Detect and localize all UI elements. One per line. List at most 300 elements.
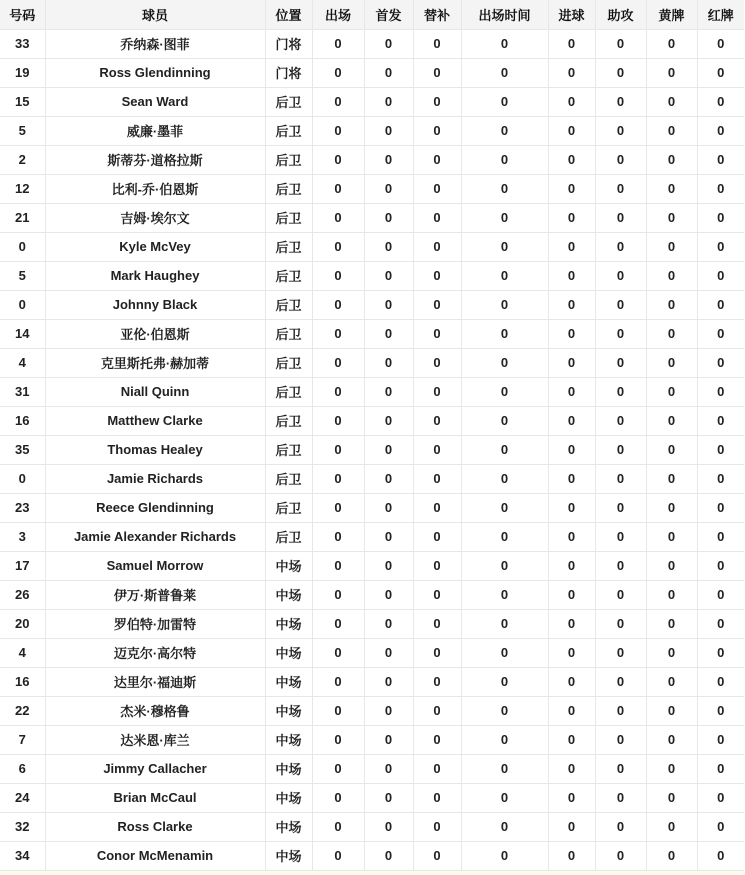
cell-appearances: 0 xyxy=(312,841,364,870)
cell-number: 19 xyxy=(0,58,45,87)
cell-position: 后卫 xyxy=(265,203,312,232)
cell-minutes: 0 xyxy=(461,319,548,348)
cell-red-cards: 0 xyxy=(697,29,744,58)
cell-number: 22 xyxy=(0,696,45,725)
cell-minutes: 0 xyxy=(461,203,548,232)
cell-assists: 0 xyxy=(595,319,646,348)
cell-substitute: 0 xyxy=(413,638,461,667)
cell-minutes: 0 xyxy=(461,464,548,493)
cell-player: Ross Glendinning xyxy=(45,58,265,87)
column-header-assists: 助攻 xyxy=(595,0,646,29)
cell-red-cards: 0 xyxy=(697,754,744,783)
table-row xyxy=(0,464,744,493)
cell-goals: 0 xyxy=(548,522,595,551)
cell-red-cards: 0 xyxy=(697,638,744,667)
table-row xyxy=(0,116,744,145)
cell-red-cards: 0 xyxy=(697,667,744,696)
cell-minutes: 0 xyxy=(461,725,548,754)
cell-red-cards: 0 xyxy=(697,58,744,87)
cell-player: Conor McMenamin xyxy=(45,841,265,870)
cell-appearances: 0 xyxy=(312,203,364,232)
cell-minutes: 0 xyxy=(461,435,548,464)
cell-position: 中场 xyxy=(265,551,312,580)
column-header-starts: 首发 xyxy=(364,0,413,29)
cell-goals: 0 xyxy=(548,812,595,841)
cell-goals: 0 xyxy=(548,377,595,406)
cell-player: Brian McCaul xyxy=(45,783,265,812)
cell-position: 中场 xyxy=(265,783,312,812)
cell-assists: 0 xyxy=(595,174,646,203)
cell-appearances: 0 xyxy=(312,551,364,580)
cell-substitute: 0 xyxy=(413,580,461,609)
column-header-yellow-cards: 黄牌 xyxy=(646,0,697,29)
cell-starts: 0 xyxy=(364,551,413,580)
cell-starts: 0 xyxy=(364,493,413,522)
cell-starts: 0 xyxy=(364,435,413,464)
cell-goals: 0 xyxy=(548,841,595,870)
cell-yellow-cards: 0 xyxy=(646,551,697,580)
cell-yellow-cards: 0 xyxy=(646,232,697,261)
table-row xyxy=(0,203,744,232)
cell-assists: 0 xyxy=(595,580,646,609)
cell-appearances: 0 xyxy=(312,493,364,522)
cell-starts: 0 xyxy=(364,261,413,290)
cell-appearances: 0 xyxy=(312,232,364,261)
cell-player: Jamie Alexander Richards xyxy=(45,522,265,551)
cell-assists: 0 xyxy=(595,493,646,522)
cell-red-cards: 0 xyxy=(697,435,744,464)
cell-starts: 0 xyxy=(364,232,413,261)
cell-appearances: 0 xyxy=(312,754,364,783)
cell-starts: 0 xyxy=(364,290,413,319)
column-header-player: 球员 xyxy=(45,0,265,29)
cell-position: 后卫 xyxy=(265,174,312,203)
table-row xyxy=(0,348,744,377)
cell-appearances: 0 xyxy=(312,290,364,319)
cell-player: 吉姆·埃尔文 xyxy=(45,203,265,232)
cell-yellow-cards: 0 xyxy=(646,754,697,783)
cell-starts: 0 xyxy=(364,58,413,87)
cell-goals: 0 xyxy=(548,232,595,261)
cell-yellow-cards: 0 xyxy=(646,203,697,232)
cell-starts: 0 xyxy=(364,145,413,174)
cell-player: 迈克尔·高尔特 xyxy=(45,638,265,667)
cell-player: 达里尔·福迪斯 xyxy=(45,667,265,696)
table-row xyxy=(0,609,744,638)
cell-assists: 0 xyxy=(595,696,646,725)
cell-minutes: 0 xyxy=(461,29,548,58)
cell-player: 罗伯特·加雷特 xyxy=(45,609,265,638)
column-header-appearances: 出场 xyxy=(312,0,364,29)
cell-position: 中场 xyxy=(265,696,312,725)
table-row xyxy=(0,812,744,841)
cell-assists: 0 xyxy=(595,377,646,406)
cell-player: 比利-乔·伯恩斯 xyxy=(45,174,265,203)
cell-starts: 0 xyxy=(364,783,413,812)
column-header-position: 位置 xyxy=(265,0,312,29)
cell-appearances: 0 xyxy=(312,638,364,667)
cell-assists: 0 xyxy=(595,406,646,435)
cell-appearances: 0 xyxy=(312,696,364,725)
table-row xyxy=(0,174,744,203)
cell-yellow-cards: 0 xyxy=(646,261,697,290)
cell-number: 7 xyxy=(0,725,45,754)
cell-number: 20 xyxy=(0,609,45,638)
cell-red-cards: 0 xyxy=(697,261,744,290)
cell-yellow-cards: 0 xyxy=(646,348,697,377)
cell-player: Samuel Morrow xyxy=(45,551,265,580)
cell-goals: 0 xyxy=(548,203,595,232)
cell-minutes: 0 xyxy=(461,145,548,174)
cell-substitute: 0 xyxy=(413,145,461,174)
cell-starts: 0 xyxy=(364,174,413,203)
cell-red-cards: 0 xyxy=(697,725,744,754)
cell-yellow-cards: 0 xyxy=(646,609,697,638)
cell-substitute: 0 xyxy=(413,551,461,580)
cell-position: 后卫 xyxy=(265,348,312,377)
cell-number: 5 xyxy=(0,116,45,145)
cell-assists: 0 xyxy=(595,754,646,783)
cell-assists: 0 xyxy=(595,609,646,638)
cell-yellow-cards: 0 xyxy=(646,493,697,522)
cell-red-cards: 0 xyxy=(697,377,744,406)
cell-player: 杰米·穆格鲁 xyxy=(45,696,265,725)
cell-player: Kyle McVey xyxy=(45,232,265,261)
cell-minutes: 0 xyxy=(461,290,548,319)
cell-position: 中场 xyxy=(265,580,312,609)
cell-number: 0 xyxy=(0,232,45,261)
table-row xyxy=(0,754,744,783)
cell-appearances: 0 xyxy=(312,29,364,58)
cell-substitute: 0 xyxy=(413,116,461,145)
cell-goals: 0 xyxy=(548,493,595,522)
cell-position: 门将 xyxy=(265,58,312,87)
cell-position: 中场 xyxy=(265,754,312,783)
cell-yellow-cards: 0 xyxy=(646,145,697,174)
cell-substitute: 0 xyxy=(413,696,461,725)
table-body xyxy=(0,29,744,870)
cell-starts: 0 xyxy=(364,754,413,783)
cell-number: 4 xyxy=(0,638,45,667)
cell-position: 中场 xyxy=(265,725,312,754)
cell-number: 14 xyxy=(0,319,45,348)
cell-position: 后卫 xyxy=(265,435,312,464)
cell-position: 中场 xyxy=(265,841,312,870)
cell-starts: 0 xyxy=(364,725,413,754)
cell-red-cards: 0 xyxy=(697,87,744,116)
table-row xyxy=(0,319,744,348)
cell-substitute: 0 xyxy=(413,58,461,87)
table-row xyxy=(0,493,744,522)
cell-player: Sean Ward xyxy=(45,87,265,116)
cell-substitute: 0 xyxy=(413,783,461,812)
cell-red-cards: 0 xyxy=(697,580,744,609)
cell-player: 乔纳森·图菲 xyxy=(45,29,265,58)
cell-starts: 0 xyxy=(364,522,413,551)
cell-appearances: 0 xyxy=(312,667,364,696)
table-row xyxy=(0,58,744,87)
cell-assists: 0 xyxy=(595,232,646,261)
cell-red-cards: 0 xyxy=(697,841,744,870)
table-row xyxy=(0,29,744,58)
cell-substitute: 0 xyxy=(413,406,461,435)
cell-position: 后卫 xyxy=(265,464,312,493)
cell-substitute: 0 xyxy=(413,812,461,841)
cell-number: 24 xyxy=(0,783,45,812)
cell-player: Jamie Richards xyxy=(45,464,265,493)
cell-yellow-cards: 0 xyxy=(646,58,697,87)
cell-assists: 0 xyxy=(595,435,646,464)
cell-goals: 0 xyxy=(548,551,595,580)
cell-starts: 0 xyxy=(364,319,413,348)
column-header-goals: 进球 xyxy=(548,0,595,29)
cell-minutes: 0 xyxy=(461,812,548,841)
cell-red-cards: 0 xyxy=(697,812,744,841)
cell-substitute: 0 xyxy=(413,493,461,522)
cell-appearances: 0 xyxy=(312,319,364,348)
table-row xyxy=(0,551,744,580)
column-header-minutes: 出场时间 xyxy=(461,0,548,29)
column-header-substitute: 替补 xyxy=(413,0,461,29)
cell-red-cards: 0 xyxy=(697,290,744,319)
cell-red-cards: 0 xyxy=(697,406,744,435)
cell-assists: 0 xyxy=(595,145,646,174)
cell-minutes: 0 xyxy=(461,638,548,667)
table-row xyxy=(0,406,744,435)
cell-starts: 0 xyxy=(364,609,413,638)
cell-goals: 0 xyxy=(548,609,595,638)
cell-appearances: 0 xyxy=(312,58,364,87)
cell-yellow-cards: 0 xyxy=(646,116,697,145)
cell-appearances: 0 xyxy=(312,406,364,435)
column-header-red-cards: 红牌 xyxy=(697,0,744,29)
cell-substitute: 0 xyxy=(413,609,461,638)
cell-yellow-cards: 0 xyxy=(646,290,697,319)
table-row xyxy=(0,783,744,812)
cell-substitute: 0 xyxy=(413,435,461,464)
cell-goals: 0 xyxy=(548,290,595,319)
cell-appearances: 0 xyxy=(312,464,364,493)
table-row xyxy=(0,725,744,754)
cell-yellow-cards: 0 xyxy=(646,87,697,116)
cell-position: 后卫 xyxy=(265,377,312,406)
cell-player: Jimmy Callacher xyxy=(45,754,265,783)
cell-position: 后卫 xyxy=(265,522,312,551)
cell-appearances: 0 xyxy=(312,348,364,377)
cell-substitute: 0 xyxy=(413,87,461,116)
cell-assists: 0 xyxy=(595,464,646,493)
cell-appearances: 0 xyxy=(312,783,364,812)
cell-substitute: 0 xyxy=(413,290,461,319)
cell-assists: 0 xyxy=(595,203,646,232)
cell-starts: 0 xyxy=(364,812,413,841)
cell-substitute: 0 xyxy=(413,232,461,261)
cell-substitute: 0 xyxy=(413,754,461,783)
cell-assists: 0 xyxy=(595,261,646,290)
cell-minutes: 0 xyxy=(461,667,548,696)
table-row xyxy=(0,667,744,696)
cell-assists: 0 xyxy=(595,812,646,841)
cell-yellow-cards: 0 xyxy=(646,638,697,667)
cell-goals: 0 xyxy=(548,667,595,696)
cell-goals: 0 xyxy=(548,174,595,203)
cell-substitute: 0 xyxy=(413,261,461,290)
cell-player: Niall Quinn xyxy=(45,377,265,406)
cell-assists: 0 xyxy=(595,116,646,145)
cell-minutes: 0 xyxy=(461,377,548,406)
cell-red-cards: 0 xyxy=(697,116,744,145)
cell-number: 32 xyxy=(0,812,45,841)
cell-starts: 0 xyxy=(364,29,413,58)
cell-minutes: 0 xyxy=(461,116,548,145)
cell-number: 0 xyxy=(0,290,45,319)
cell-minutes: 0 xyxy=(461,522,548,551)
cell-red-cards: 0 xyxy=(697,174,744,203)
cell-number: 16 xyxy=(0,667,45,696)
cell-appearances: 0 xyxy=(312,87,364,116)
cell-appearances: 0 xyxy=(312,174,364,203)
cell-goals: 0 xyxy=(548,696,595,725)
cell-yellow-cards: 0 xyxy=(646,667,697,696)
cell-appearances: 0 xyxy=(312,145,364,174)
cell-position: 后卫 xyxy=(265,87,312,116)
cell-substitute: 0 xyxy=(413,464,461,493)
table-row xyxy=(0,232,744,261)
cell-yellow-cards: 0 xyxy=(646,174,697,203)
cell-starts: 0 xyxy=(364,667,413,696)
cell-player: 威廉·墨菲 xyxy=(45,116,265,145)
cell-number: 23 xyxy=(0,493,45,522)
cell-number: 34 xyxy=(0,841,45,870)
cell-substitute: 0 xyxy=(413,203,461,232)
cell-appearances: 0 xyxy=(312,435,364,464)
cell-number: 31 xyxy=(0,377,45,406)
table-row xyxy=(0,145,744,174)
cell-player: 亚伦·伯恩斯 xyxy=(45,319,265,348)
cell-position: 后卫 xyxy=(265,261,312,290)
cell-appearances: 0 xyxy=(312,812,364,841)
cell-minutes: 0 xyxy=(461,754,548,783)
cell-appearances: 0 xyxy=(312,609,364,638)
cell-appearances: 0 xyxy=(312,261,364,290)
cell-goals: 0 xyxy=(548,145,595,174)
cell-red-cards: 0 xyxy=(697,551,744,580)
cell-yellow-cards: 0 xyxy=(646,377,697,406)
cell-position: 中场 xyxy=(265,667,312,696)
cell-starts: 0 xyxy=(364,841,413,870)
table-row xyxy=(0,377,744,406)
cell-goals: 0 xyxy=(548,29,595,58)
cell-red-cards: 0 xyxy=(697,348,744,377)
cell-assists: 0 xyxy=(595,667,646,696)
cell-position: 后卫 xyxy=(265,116,312,145)
cell-starts: 0 xyxy=(364,87,413,116)
cell-player: Thomas Healey xyxy=(45,435,265,464)
cell-red-cards: 0 xyxy=(697,319,744,348)
cell-appearances: 0 xyxy=(312,725,364,754)
cell-player: 达米恩·库兰 xyxy=(45,725,265,754)
cell-goals: 0 xyxy=(548,783,595,812)
cell-number: 3 xyxy=(0,522,45,551)
cell-assists: 0 xyxy=(595,725,646,754)
cell-red-cards: 0 xyxy=(697,145,744,174)
cell-yellow-cards: 0 xyxy=(646,725,697,754)
cell-yellow-cards: 0 xyxy=(646,29,697,58)
cell-position: 后卫 xyxy=(265,493,312,522)
table-row xyxy=(0,435,744,464)
below-table-strip xyxy=(0,871,745,875)
cell-yellow-cards: 0 xyxy=(646,522,697,551)
cell-number: 16 xyxy=(0,406,45,435)
cell-goals: 0 xyxy=(548,116,595,145)
cell-position: 后卫 xyxy=(265,406,312,435)
cell-yellow-cards: 0 xyxy=(646,580,697,609)
cell-position: 后卫 xyxy=(265,232,312,261)
table-row xyxy=(0,290,744,319)
table-row xyxy=(0,841,744,870)
cell-assists: 0 xyxy=(595,290,646,319)
table-row xyxy=(0,522,744,551)
cell-minutes: 0 xyxy=(461,696,548,725)
cell-assists: 0 xyxy=(595,58,646,87)
cell-appearances: 0 xyxy=(312,580,364,609)
cell-starts: 0 xyxy=(364,116,413,145)
cell-starts: 0 xyxy=(364,406,413,435)
cell-red-cards: 0 xyxy=(697,783,744,812)
cell-substitute: 0 xyxy=(413,725,461,754)
cell-minutes: 0 xyxy=(461,174,548,203)
cell-goals: 0 xyxy=(548,580,595,609)
cell-red-cards: 0 xyxy=(697,696,744,725)
cell-number: 4 xyxy=(0,348,45,377)
cell-goals: 0 xyxy=(548,406,595,435)
cell-assists: 0 xyxy=(595,348,646,377)
cell-substitute: 0 xyxy=(413,522,461,551)
cell-yellow-cards: 0 xyxy=(646,464,697,493)
cell-substitute: 0 xyxy=(413,174,461,203)
cell-minutes: 0 xyxy=(461,348,548,377)
cell-red-cards: 0 xyxy=(697,203,744,232)
cell-yellow-cards: 0 xyxy=(646,783,697,812)
cell-starts: 0 xyxy=(364,638,413,667)
cell-red-cards: 0 xyxy=(697,522,744,551)
cell-number: 33 xyxy=(0,29,45,58)
cell-red-cards: 0 xyxy=(697,464,744,493)
cell-minutes: 0 xyxy=(461,87,548,116)
cell-goals: 0 xyxy=(548,638,595,667)
cell-number: 6 xyxy=(0,754,45,783)
cell-minutes: 0 xyxy=(461,841,548,870)
cell-position: 中场 xyxy=(265,638,312,667)
cell-goals: 0 xyxy=(548,87,595,116)
cell-number: 15 xyxy=(0,87,45,116)
cell-goals: 0 xyxy=(548,319,595,348)
cell-goals: 0 xyxy=(548,435,595,464)
cell-minutes: 0 xyxy=(461,783,548,812)
table-row xyxy=(0,638,744,667)
cell-minutes: 0 xyxy=(461,58,548,87)
cell-assists: 0 xyxy=(595,87,646,116)
cell-minutes: 0 xyxy=(461,406,548,435)
cell-substitute: 0 xyxy=(413,841,461,870)
cell-substitute: 0 xyxy=(413,348,461,377)
cell-position: 中场 xyxy=(265,609,312,638)
cell-goals: 0 xyxy=(548,58,595,87)
cell-appearances: 0 xyxy=(312,116,364,145)
cell-yellow-cards: 0 xyxy=(646,319,697,348)
cell-substitute: 0 xyxy=(413,377,461,406)
cell-position: 后卫 xyxy=(265,145,312,174)
